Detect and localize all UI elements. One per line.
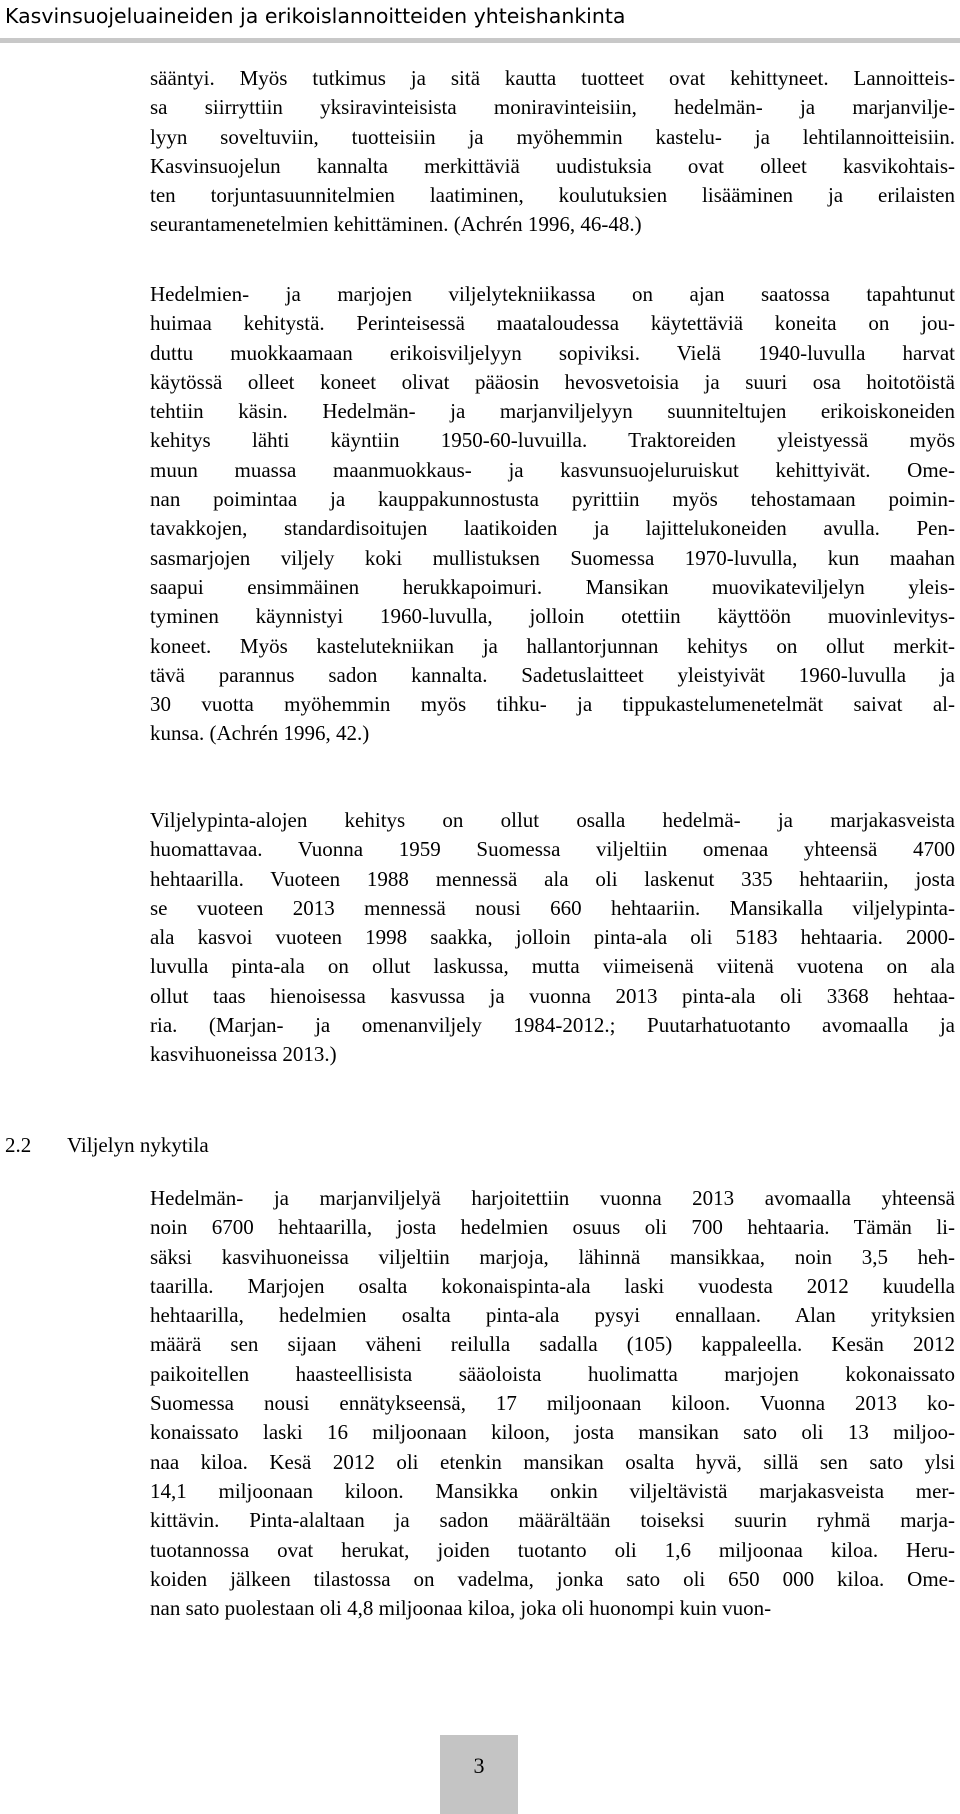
text-line: naa kiloa. Kesä 2012 oli etenkin mansikan osalta hyvä, sillä sen sato ylsi xyxy=(150,1449,955,1474)
text-line: Suomessa nousi ennätykseensä, 17 miljoonaan kiloon. Vuonna 2013 ko- xyxy=(150,1391,955,1416)
text-line: kehitys lähti käyntiin 1950-60-luvuilla. Traktoreiden yleistyessä myös xyxy=(150,428,955,453)
text-line: hehtaarilla, hedelmien osalta pinta-ala pysyi ennallaan. Alan yrityksien xyxy=(150,1303,955,1328)
page-number xyxy=(440,1735,518,1814)
page-number-label: 3 xyxy=(473,1753,485,1778)
text-line: ollut taas hienoisessa kasvussa ja vuonna 2013 pinta-ala oli 3368 hehtaa- xyxy=(150,983,955,1008)
text-line: ten torjuntasuunnitelmien laatiminen, koulutuksien lisääminen ja erilaisten xyxy=(150,183,955,208)
text-line: sasmarjojen viljely koki mullistuksen Suomessa 1970-luvulla, kun maahan xyxy=(150,545,955,570)
text-line: koiden jälkeen tilastossa on vadelma, jonka sato oli 650 000 kiloa. Ome- xyxy=(150,1566,955,1591)
paragraph xyxy=(150,280,955,749)
text-line: tavakkojen, standardisoitujen laatikoiden ja lajittelukoneiden avulla. Pen- xyxy=(150,516,955,541)
text-line: taarilla. Marjojen osalta kokonaispinta-ala laski vuodesta 2012 kuudella xyxy=(150,1273,955,1298)
text-line: muun muassa maanmuokkaus- ja kasvunsuojeluruiskut kehittyivät. Ome- xyxy=(150,457,955,482)
text-line: Hedelmän- ja marjanviljelyä harjoitettiin vuonna 2013 avomaalla yhteensä xyxy=(150,1186,955,1210)
running-header-title: Kasvinsuojeluaineiden ja erikoislannoitteiden yhteishankinta xyxy=(5,4,626,28)
text-line: duttu muokkaamaan erikoisviljelyyn sopiviksi. Vielä 1940-luvulla harvat xyxy=(150,340,955,365)
paragraph xyxy=(150,806,955,1070)
text-line: ala kasvoi vuoteen 1998 saakka, jolloin pinta-ala oli 5183 hehtaaria. 2000- xyxy=(150,925,955,950)
text-line: Hedelmien- ja marjojen viljelytekniikassa on ajan saatossa tapahtunut xyxy=(150,282,955,306)
paragraph xyxy=(150,1184,955,1623)
text-line: huomattavaa. Vuonna 1959 Suomessa viljeltiin omenaa yhteensä 4700 xyxy=(150,837,955,862)
text-line: Kasvinsuojelun kannalta merkittäviä uudistuksia ovat olleet kasvikohtais- xyxy=(150,153,955,178)
section-heading xyxy=(5,1133,209,1158)
text-line: konaissato laski 16 miljoonaan kiloon, josta mansikan sato oli 13 miljoo- xyxy=(150,1420,955,1445)
text-line: sa siirryttiin yksiravinteisista moniravinteisiin, hedelmän- ja marjanvilje- xyxy=(150,95,955,120)
text-line: kittävin. Pinta-alaltaan ja sadon määrältään toiseksi suurin ryhmä marja- xyxy=(150,1508,955,1533)
text-line: tyminen käynnistyi 1960-luvulla, jolloin otettiin käyttöön muovinlevitys- xyxy=(150,604,955,629)
header-divider xyxy=(0,38,960,43)
text-line: se vuoteen 2013 mennessä nousi 660 hehtaariin. Mansikalla viljelypinta- xyxy=(150,895,955,920)
text-line: sääntyi. Myös tutkimus ja sitä kautta tuotteet ovat kehittyneet. Lannoitteis- xyxy=(150,66,955,90)
text-line: tävä parannus sadon kannalta. Sadetuslaitteet yleistyivät 1960-luvulla ja xyxy=(150,662,955,687)
section-number: 2.2 xyxy=(5,1133,32,1157)
text-line: kunsa. (Achrén 1996, 42.) xyxy=(150,721,370,746)
paragraph xyxy=(150,64,955,240)
text-line: käytössä olleet koneet olivat pääosin hevosvetoisia ja suuri osa hoitotöistä xyxy=(150,369,955,394)
text-line: paikoitellen haasteellisista sääoloista huolimatta marjojen kokonaissato xyxy=(150,1361,955,1386)
text-line: määrä sen sijaan väheni reilulla sadalla (105) kappaleella. Kesän 2012 xyxy=(150,1332,955,1357)
text-line: luvulla pinta-ala on ollut laskussa, mutta viimeisenä viitenä vuotena on ala xyxy=(150,954,955,979)
text-line: ria. (Marjan- ja omenanviljely 1984-2012.; Puutarhatuotanto avomaalla ja xyxy=(150,1013,955,1038)
text-line: tuotannossa ovat herukat, joiden tuotanto oli 1,6 miljoonaa kiloa. Heru- xyxy=(150,1537,955,1562)
text-line: 30 vuotta myöhemmin myös tihku- ja tippukastelumenetelmät saivat al- xyxy=(150,692,955,717)
text-line: seurantamenetelmien kehittäminen. (Achrén 1996, 46-48.) xyxy=(150,212,642,237)
text-line: huimaa kehitystä. Perinteisessä maataloudessa käytettäviä koneita on jou- xyxy=(150,311,955,336)
text-line: säksi kasvihuoneissa viljeltiin marjoja, lähinnä mansikkaa, noin 3,5 heh- xyxy=(150,1244,955,1269)
text-line: nan sato puolestaan oli 4,8 miljoonaa kiloa, joka oli huonompi kuin vuon- xyxy=(150,1596,772,1621)
text-line: kasvihuoneissa 2013.) xyxy=(150,1042,337,1067)
text-line: nan poimintaa ja kauppakunnostusta pyrittiin myös tehostamaan poimin- xyxy=(150,487,955,512)
text-line: saapui ensimmäinen herukkapoimuri. Mansikan muovikateviljelyn yleis- xyxy=(150,574,955,599)
section-title: Viljelyn nykytila xyxy=(67,1133,209,1157)
text-line: lyyn soveltuviin, tuotteisiin ja myöhemmin kastelu- ja lehtilannoitteisiin. xyxy=(150,124,955,149)
text-line: koneet. Myös kastelutekniikan ja hallantorjunnan kehitys on ollut merkit- xyxy=(150,633,955,658)
text-line: Viljelypinta-alojen kehitys on ollut osalla hedelmä- ja marjakasveista xyxy=(150,808,955,832)
text-line: tehtiin käsin. Hedelmän- ja marjanviljelyyn suunniteltujen erikoiskoneiden xyxy=(150,399,955,424)
text-line: noin 6700 hehtaarilla, josta hedelmien osuus oli 700 hehtaaria. Tämän li- xyxy=(150,1215,955,1240)
text-line: 14,1 miljoonaan kiloon. Mansikka onkin viljeltävistä marjakasveista mer- xyxy=(150,1478,955,1503)
text-line: hehtaarilla. Vuoteen 1988 mennessä ala oli laskenut 335 hehtaariin, josta xyxy=(150,866,955,891)
